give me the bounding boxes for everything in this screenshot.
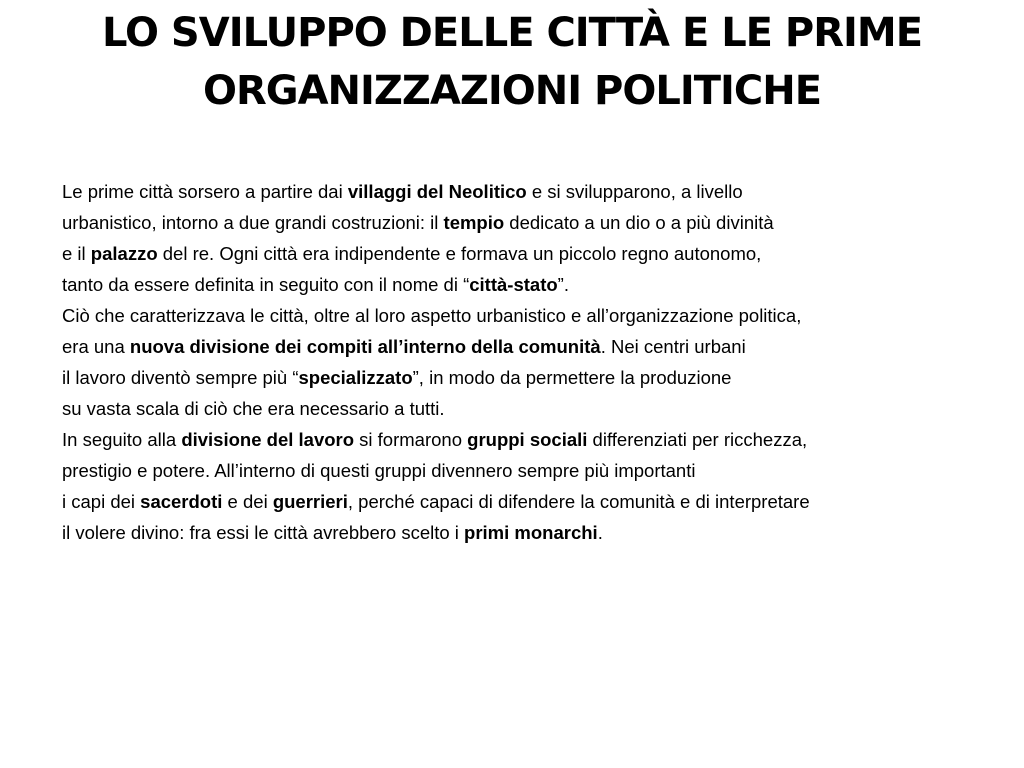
text-segment: il volere divino: fra essi le città avrebbero scelto i: [62, 522, 465, 543]
body-paragraph: [62, 242, 962, 265]
bold-text: tempio: [443, 212, 505, 233]
slide-body-text: [62, 180, 962, 552]
bold-text: città-stato: [469, 274, 558, 295]
body-paragraph: [62, 304, 962, 327]
body-paragraph: [62, 273, 962, 296]
text-segment: ”, in modo da permettere la produzione: [412, 367, 732, 388]
bold-text: guerrieri: [272, 491, 348, 512]
title-line: ORGANIZZAZIONI POLITICHE: [202, 68, 822, 114]
text-segment: i capi dei: [62, 491, 141, 512]
body-paragraph: [62, 521, 962, 544]
body-paragraph: [62, 335, 962, 358]
text-segment: dedicato a un dio o a più divinità: [504, 212, 774, 233]
bold-text: villaggi del Neolitico: [347, 181, 527, 202]
bold-text: nuova divisione dei compiti all’interno della comunità: [129, 336, 601, 357]
text-segment: era una: [62, 336, 130, 357]
text-segment: Ciò che caratterizzava le città, oltre al loro aspetto urbanistico e all’organizzazione politica,: [62, 305, 802, 326]
text-segment: Le prime città sorsero a partire dai: [62, 181, 348, 202]
bold-text: primi monarchi: [464, 522, 598, 543]
body-paragraph: [62, 366, 962, 389]
text-segment: e dei: [222, 491, 273, 512]
slide-title: [40, 4, 984, 120]
text-segment: tanto da essere definita in seguito con il nome di “: [62, 274, 470, 295]
title-line: LO SVILUPPO DELLE CITTÀ E LE PRIME: [101, 10, 923, 56]
bold-text: gruppi sociali: [467, 429, 588, 450]
bold-text: specializzato: [298, 367, 413, 388]
body-paragraph: [62, 490, 962, 513]
body-paragraph: [62, 397, 962, 420]
text-segment: e il: [62, 243, 91, 264]
text-segment: , perché capaci di difendere la comunità e di interpretare: [347, 491, 810, 512]
body-paragraph: [62, 459, 962, 482]
text-segment: .: [597, 522, 603, 543]
text-segment: e si svilupparono, a livello: [526, 181, 743, 202]
text-segment: prestigio e potere. All’interno di questi gruppi divennero sempre più importanti: [62, 460, 696, 481]
text-segment: il lavoro diventò sempre più “: [62, 367, 299, 388]
bold-text: palazzo: [90, 243, 158, 264]
text-segment: urbanistico, intorno a due grandi costruzioni: il: [62, 212, 444, 233]
text-segment: su vasta scala di ciò che era necessario a tutti.: [62, 398, 445, 419]
text-segment: ”.: [557, 274, 569, 295]
text-segment: differenziati per ricchezza,: [587, 429, 808, 450]
text-segment: . Nei centri urbani: [600, 336, 746, 357]
text-segment: del re. Ogni città era indipendente e formava un piccolo regno autonomo,: [157, 243, 762, 264]
text-segment: si formarono: [354, 429, 468, 450]
text-segment: In seguito alla: [62, 429, 182, 450]
bold-text: divisione del lavoro: [181, 429, 355, 450]
bold-text: sacerdoti: [140, 491, 223, 512]
body-paragraph: [62, 180, 962, 203]
body-paragraph: [62, 428, 962, 451]
body-paragraph: [62, 211, 962, 234]
